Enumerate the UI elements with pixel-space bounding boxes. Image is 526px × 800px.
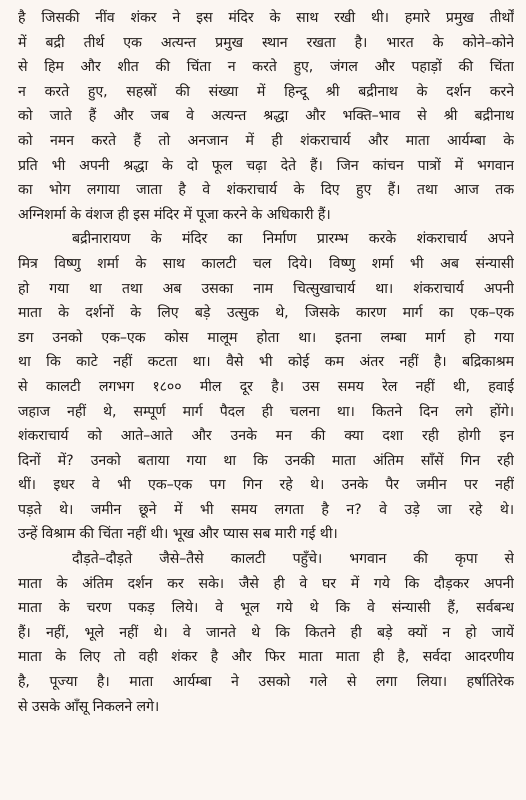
text-line: थीं। इधर वे भी एक–एक पग गिन रहे थे। उनके पैर जमीन पर नहीं (18, 477, 514, 494)
text-line: प्रति भी अपनी श्रद्धा के दो फूल चढ़ा देते हैं। जिन कांचन पात्रों में भगवान (18, 157, 514, 174)
text-line: जहाज नहीं थे, सम्पूर्ण मार्ग पैदल ही चलना था। कितने दिन लगे होंगे। (18, 403, 514, 420)
text-line: माता के लिए तो वही शंकर है और फिर माता माता ही है, सर्वदा आदरणीय (18, 649, 514, 666)
text-line: दौड़ते–दौड़ते जैसे–तैसे कालटी पहुँचे। भगवान की कृपा से (72, 551, 514, 568)
text-line: है, पूज्या है। माता आर्यम्बा ने उसको गले से लगा लिया। हर्षातिरेक (18, 674, 514, 691)
text-line: माता के अंतिम दर्शन कर सके। जैसे ही वे घर में गये कि दौड़कर अपनी (18, 575, 514, 592)
text-line: न करते हुए, सहस्रों की संख्या में हिन्दू श्री बद्रीनाथ के दर्शन करने (18, 83, 514, 100)
text-line: माता के दर्शनों के लिए बड़े उत्सुक थे, जिसके कारण मार्ग का एक–एक (18, 305, 514, 322)
text-line: हो गया था तथा अब उसका नाम चित्सुखाचार्य था। शंकराचार्य अपनी (18, 280, 514, 297)
text-line: बद्रीनारायण के मंदिर का निर्माण प्रारम्भ करके शंकराचार्य अपने (72, 231, 514, 248)
text-line: मित्र विष्णु शर्मा के साथ कालटी चल दिये। विष्णु शर्मा भी अब संन्यासी (18, 255, 514, 272)
text-line: से उसके आँसू निकलने लगे। (18, 698, 160, 715)
text-line: माता के चरण पकड़ लिये। वे भूल गये थे कि वे संन्यासी हैं, सर्वबन्ध (18, 600, 514, 617)
book-page (18, 6, 514, 790)
text-line: को नमन करते हैं तो अनजान में ही शंकराचार्य और माता आर्यम्बा के (18, 132, 514, 149)
text-line: है जिसकी नींव शंकर ने इस मंदिर के साथ रखी थी। हमारे प्रमुख तीर्थों (18, 10, 514, 26)
text-line: शंकराचार्य को आते–आते और उनके मन की क्या दशा रही होगी इन (18, 428, 514, 445)
text-line: दिनों में? उनको बताया गया था कि उनकी माता अंतिम साँसें गिन रही (18, 452, 514, 469)
text-line: था कि काटे नहीं कटता था। वैसे भी कोई कम अंतर नहीं है। बद्रिकाश्रम (18, 354, 514, 371)
text-line: हैं। नहीं, भूले नहीं थे। वे जानते थे कि कितने ही बड़े क्यों न हो जायें (18, 624, 514, 641)
text-line: से कालटी लगभग १८०० मील दूर है। उस समय रेल नहीं थी, हवाई (18, 378, 514, 395)
paragraph-3 (18, 547, 514, 719)
paragraph-2 (18, 227, 514, 547)
text-line: से हिम और शीत की चिंता न करते हुए, जंगल और पहाड़ों की चिंता (18, 59, 514, 76)
text-line: उन्हें विश्राम की चिंता नहीं थी। भूख और प्यास सब मारी गई थी। (18, 526, 338, 543)
text-line: का भोग लगाया जाता है वे शंकराचार्य के दिए हुए हैं। तथा आज तक (18, 182, 514, 199)
text-line: में बद्री तीर्थ एक अत्यन्त प्रमुख स्थान रखता है। भारत के कोने–कोने (18, 34, 514, 51)
text-line: डग उनको एक–एक कोस मालूम होता था। इतना लम्बा मार्ग हो गया (18, 329, 514, 346)
text-line: को जाते हैं और जब वे अत्यन्त श्रद्धा और भक्ति–भाव से श्री बद्रीनाथ (18, 108, 514, 125)
text-line: पड़ते थे। जमीन छूने में भी समय लगता है न? वे उड़े जा रहे थे। (18, 501, 514, 518)
paragraph-1 (18, 6, 514, 227)
text-line: अग्निशर्मा के वंशज ही इस मंदिर में पूजा करने के अधिकारी हैं। (18, 206, 331, 223)
